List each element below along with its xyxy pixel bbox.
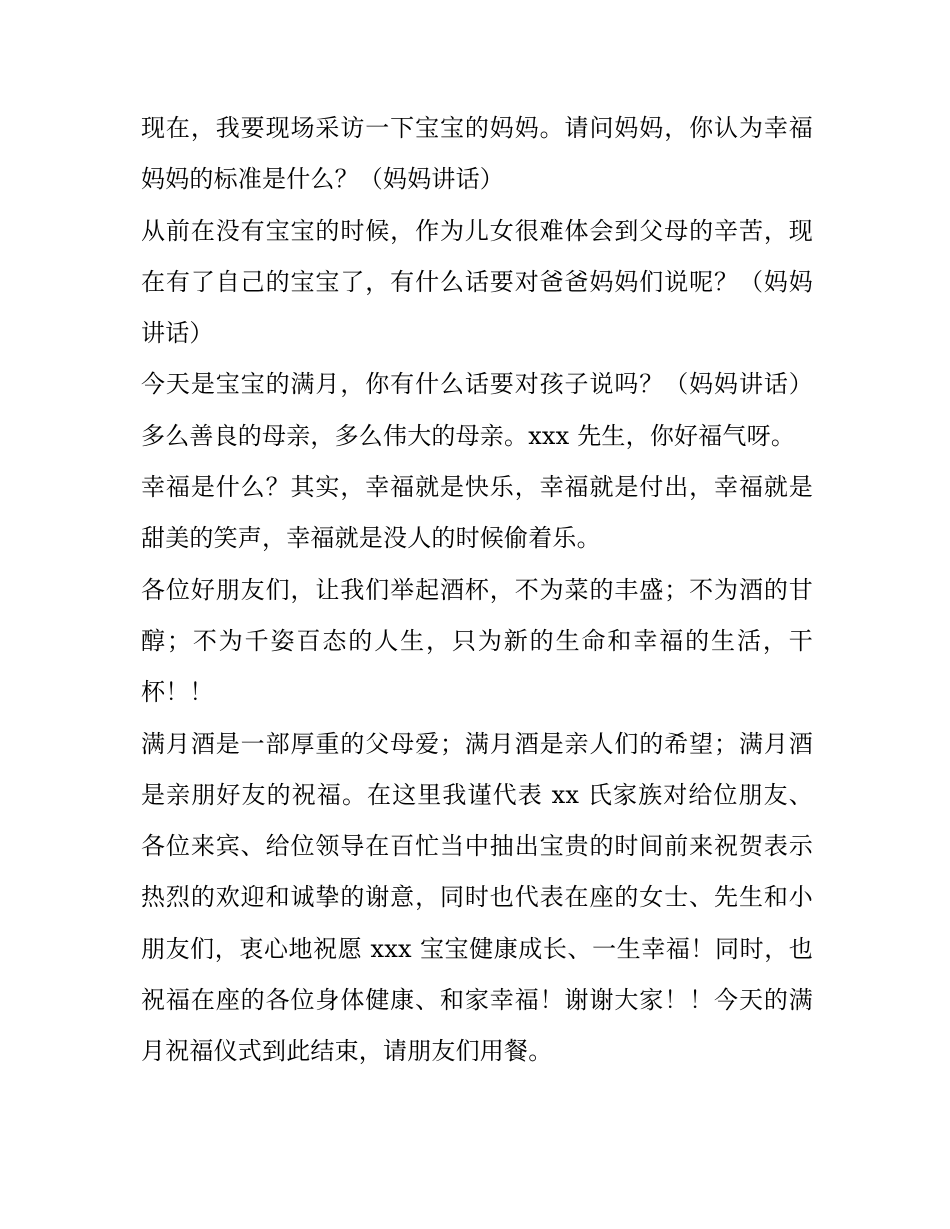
paragraph-parents-message: 从前在没有宝宝的时候，作为儿女很难体会到父母的辛苦，现在有了自己的宝宝了，有什么话要对爸爸妈妈们说呢？（妈妈讲话） — [141, 216, 813, 348]
paragraph-interview-question: 现在，我要现场采访一下宝宝的妈妈。请问妈妈，你认为幸福妈妈的标准是什么？（妈妈讲话） — [141, 114, 813, 194]
paragraph-child-message: 今天是宝宝的满月，你有什么话要对孩子说吗？（妈妈讲话） 多么善良的母亲，多么伟大的母亲。xxx 先生，你好福气呀。 — [141, 370, 813, 450]
paragraph-happiness: 幸福是什么？其实，幸福就是快乐，幸福就是付出，幸福就是甜美的笑声，幸福就是没人的时候偷着乐。 — [141, 473, 813, 553]
document-body — [141, 103, 813, 1078]
paragraph-toast: 各位好朋友们，让我们举起酒杯，不为菜的丰盛；不为酒的甘醇；不为千姿百态的人生，只为新的生命和幸福的生活，干杯！！ — [141, 575, 813, 707]
paragraph-closing: 满月酒是一部厚重的父母爱；满月酒是亲人们的希望；满月酒是亲朋好友的祝福。在这里我谨代表 xx 氏家族对给位朋友、各位来宾、给位领导在百忙当中抽出宝贵的时间前来祝贺表示热烈的欢迎和诚挚的谢意，同时也代表在座的女士、先生和小朋友们，衷心地祝愿 xxx 宝宝健康成长、一生幸福！同时，也祝福在座的各位身体健康、和家幸福！谢谢大家！！今天的满月祝福仪式到此结束，请朋友们用餐。 — [141, 729, 813, 1066]
